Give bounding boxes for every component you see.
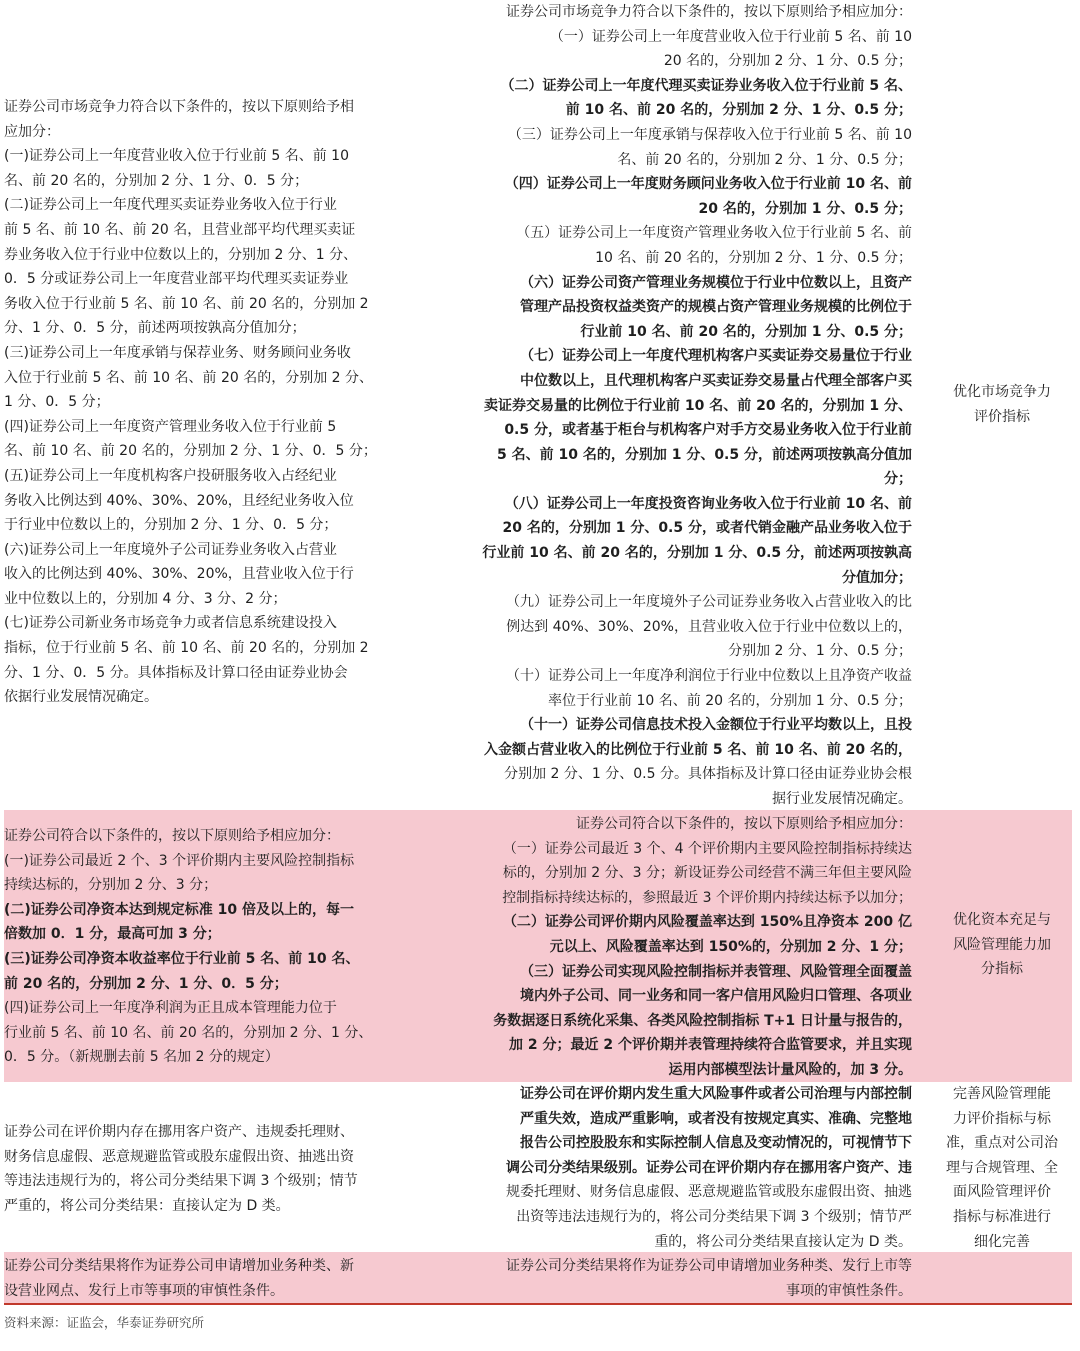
old-rule-text [4,95,412,710]
text-line: 行业前 10 名、前 20 名的，分别加 1 分、0.5 分，前述两项按孰高 [482,545,912,562]
text-line: 行业前 10 名、前 20 名的，分别加 1 分、0.5 分； [580,323,912,340]
text-line: (二)证券公司净资本达到规定标准 10 倍及以上的，每一 [4,901,355,918]
table-row-downgrade [4,1082,1072,1252]
text-line: 等违法违规行为的，将公司分类结果下调 3 个级别；情节 [4,1173,358,1190]
text-line: 入位于行业前 5 名、前 10 名、前 20 名的，分别加 2 分、 [4,369,374,386]
text-line: (三)证券公司净资本收益率位于行业前 5 名、前 10 名、 [4,950,360,967]
text-line: （十）证券公司上一年度净利润位于行业中位数以上且净资产收益 [506,668,912,685]
text-line: 务数据逐日系统化采集、各类风险控制指标 T+1 日计量与报告的， [493,1012,912,1029]
text-line: 理与合规管理、全 [946,1159,1058,1176]
text-line: (二)证券公司上一年度代理买卖证券业务收入位于行业 [4,197,337,214]
text-line: 准，重点对公司治 [946,1135,1058,1152]
new-rule-text [440,1254,912,1303]
text-line: 分、1 分、0．5 分。具体指标及计算口径由证券业协会 [4,664,348,681]
table-bottom-rule [4,1303,1072,1305]
text-line: 报告公司控股股东和实际控制人信息及变动情况的，可视情节下 [520,1135,912,1152]
text-line: 指标，位于行业前 5 名、前 10 名、前 20 名的，分别加 2 [4,640,369,657]
text-line: (一)证券公司上一年度营业收入位于行业前 5 名、前 10 [4,148,349,165]
text-line: 证券公司分类结果将作为证券公司申请增加业务种类、新 [4,1258,354,1274]
text-line: 0.5 分，或者基于柜台与机构客户对手方交易业务收入位于行业前 [504,422,912,439]
text-line: 名、前 20 名的，分别加 2 分、1 分、0．5 分； [4,172,309,189]
text-line: 0．5 分。（新规删去前 5 名加 2 分的规定） [4,1049,279,1066]
text-line: 务收入比例达到 40%、30%、20%，且经纪业务收入位 [4,492,354,509]
text-line: 0．5 分或证券公司上一年度营业部平均代理买卖证券业 [4,271,349,288]
text-line: 评价指标 [974,408,1030,425]
text-line: 20 名的，分别加 2 分、1 分、0.5 分； [663,53,912,70]
text-line: 严重的，将公司分类结果：直接认定为 D 类。 [4,1197,290,1214]
change-note [934,908,1070,982]
text-line: 收入的比例达到 40%、30%、20%，且营业收入位于行 [4,566,354,583]
text-line: 财务信息虚假、恶意规避监管或股东虚假出资、抽逃出资 [4,1148,354,1165]
new-rule-text [440,812,912,1083]
text-line: 分； [884,471,912,488]
text-line: 标的，分别加 2 分、3 分；新设证券公司经营不满三年但主要风险 [502,865,912,882]
text-line: 分别加 2 分、1 分、0.5 分。具体指标及计算口径由证券业协会根 [504,766,912,783]
text-line: 倍数加 0．1 分，最高可加 3 分； [4,926,221,943]
text-line: 入金额占营业收入的比例位于行业前 5 名、前 10 名、前 20 名的， [484,741,912,758]
text-line: 事项的审慎性条件。 [786,1282,912,1299]
text-line: 依据行业发展情况确定。 [4,689,158,706]
text-line: 证券公司市场竞争力符合以下条件的，按以下原则给予相 [4,99,354,115]
text-line: 完善风险管理能 [953,1086,1051,1102]
old-rule-text [4,1120,412,1218]
text-line: （三）证券公司实现风险控制指标并表管理、风险管理全面覆盖 [520,963,912,980]
text-line: （三）证券公司上一年度承销与保荐收入位于行业前 5 名、前 10 [507,126,912,143]
text-line: 名、前 10 名、前 20 名的，分别加 2 分、1 分、0．5 分； [4,443,377,460]
text-line: (六)证券公司上一年度境外子公司证券业务收入占营业 [4,541,337,558]
text-line: 境内外子公司、同一业务和同一客户信用风险归口管理、各项业 [520,988,912,1005]
text-line: 优化资本充足与 [953,912,1051,928]
text-line: 指标与标准进行 [953,1208,1051,1225]
text-line: 力评价指标与标 [953,1110,1051,1127]
text-line: 分值加分； [842,569,912,586]
text-line: 券业务收入位于行业中位数以上的，分别加 2 分、1 分、 [4,246,358,263]
text-line: (五)证券公司上一年度机构客户投研服务收入占经纪业 [4,467,337,484]
text-line: （九）证券公司上一年度境外子公司证券业务收入占营业收入的比 [506,594,912,611]
text-line: （五）证券公司上一年度资产管理业务收入位于行业前 5 名、前 [516,225,912,242]
text-line: (四)证券公司上一年度资产管理业务收入位于行业前 5 [4,418,337,435]
text-line: 管理产品投资权益类资产的规模占资产管理业务规模的比例位于 [520,299,912,316]
text-line: 控制指标持续达标的，参照最近 3 个评价期内持续达标予以加分； [502,889,912,906]
text-line: （二）证券公司上一年度代理买卖证券业务收入位于行业前 5 名、 [500,77,912,94]
text-line: 20 名的，分别加 1 分、0.5 分； [698,200,912,217]
text-line: 出资等违法违规行为的，将公司分类结果下调 3 个级别；情节严 [516,1208,912,1225]
text-line: 风险管理能力加 [953,936,1051,953]
old-rule-text [4,1254,412,1303]
text-line: 务收入位于行业前 5 名、前 10 名、前 20 名的，分别加 2 [4,295,369,312]
text-line: 分别加 2 分、1 分、0.5 分； [728,643,912,660]
text-line: 10 名、前 20 名的，分别加 2 分、1 分、0.5 分； [595,249,912,266]
text-line: 运用内部模型法计量风险的，加 3 分。 [668,1061,912,1078]
text-line: 调公司分类结果级别。证券公司在评价期内存在挪用客户资产、违 [506,1159,912,1176]
text-line: 证券公司符合以下条件的，按以下原则给予相应加分： [4,828,340,844]
text-line: 应加分： [4,123,60,140]
new-rule-text [440,1082,912,1254]
text-line: 严重失效，造成严重影响，或者没有按规定真实、准确、完整地 [520,1110,912,1127]
text-line: 于行业中位数以上的，分别加 2 分、1 分、0．5 分； [4,517,338,534]
text-line: 前 5 名、前 10 名、前 20 名，且营业部平均代理买卖证 [4,221,356,238]
text-line: （七）证券公司上一年度代理机构客户买卖证券交易量位于行业 [520,348,912,365]
text-line: 前 10 名、前 20 名的，分别加 2 分、1 分、0.5 分； [565,102,912,119]
text-line: 5 名、前 10 名的，分别加 1 分、0.5 分，前述两项按孰高分值加 [496,446,912,463]
new-rule-text [440,0,912,812]
old-rule-text [4,824,412,1070]
text-line: （六）证券公司资产管理业务规模位于行业中位数以上，且资产 [520,274,912,291]
text-line: 设营业网点、发行上市等事项的审慎性条件。 [4,1282,284,1299]
text-line: 业中位数以上的，分别加 4 分、3 分、2 分； [4,590,287,607]
text-line: 分指标 [981,961,1023,978]
text-line: （四）证券公司上一年度财务顾问业务收入位于行业前 10 名、前 [504,176,912,193]
text-line: 证券公司分类结果将作为证券公司申请增加业务种类、发行上市等 [506,1258,912,1274]
table-row-market-competitiveness [4,0,1072,810]
text-line: 前 20 名的，分别加 2 分、1 分、0．5 分； [4,975,288,992]
text-line: (七)证券公司新业务市场竞争力或者信息系统建设投入 [4,615,337,632]
text-line: 名、前 20 名的，分别加 2 分、1 分、0.5 分； [617,151,912,168]
text-line: 行业前 5 名、前 10 名、前 20 名的，分别加 2 分、1 分、 [4,1024,373,1041]
text-line: 20 名的，分别加 1 分、0.5 分，或者代销金融产品业务收入位于 [502,520,912,537]
text-line: 元以上、风险覆盖率达到 150%的，分别加 2 分、1 分； [549,938,912,955]
change-note [934,380,1070,429]
table-row-prudential-condition [4,1252,1072,1304]
source-note: 资料来源：证监会，华泰证券研究所 [4,1315,205,1330]
text-line: （二）证券公司评价期内风险覆盖率达到 150%且净资本 200 亿 [502,914,912,931]
text-line: (四)证券公司上一年度净利润为正且成本管理能力位于 [4,1000,337,1017]
text-line: 例达到 40%、30%、20%，且营业收入位于行业中位数以上的， [506,618,912,635]
text-line: 分、1 分、0．5 分，前述两项按孰高分值加分； [4,320,306,337]
text-line: 细化完善 [974,1233,1030,1250]
text-line: 据行业发展情况确定。 [772,791,912,807]
text-line: 中位数以上，且代理机构客户买卖证券交易量占代理全部客户买 [520,372,912,389]
text-line: (一)证券公司最近 2 个、3 个评价期内主要风险控制指标 [4,852,355,869]
text-line: 率位于行业前 10 名、前 20 名的，分别加 1 分、0.5 分； [548,692,912,709]
text-line: 重的，将公司分类结果直接认定为 D 类。 [654,1233,912,1250]
text-line: 证券公司在评价期内发生重大风险事件或者公司治理与内部控制 [520,1086,912,1102]
text-line: 证券公司在评价期内存在挪用客户资产、违规委托理财、 [4,1124,354,1140]
change-note [934,1082,1070,1254]
text-line: （一）证券公司最近 3 个、4 个评价期内主要风险控制指标持续达 [502,840,912,857]
text-line: 加 2 分；最近 2 个评价期并表管理持续符合监管要求，并且实现 [509,1037,912,1054]
table-row-risk-management [4,810,1072,1082]
text-line: 证券公司符合以下条件的，按以下原则给予相应加分： [576,816,912,832]
text-line: （八）证券公司上一年度投资咨询业务收入位于行业前 10 名、前 [504,495,912,512]
text-line: 持续达标的，分别加 2 分、3 分； [4,877,218,894]
text-line: 卖证券交易量的比例位于行业前 10 名、前 20 名的，分别加 1 分、 [484,397,912,414]
text-line: （一）证券公司上一年度营业收入位于行业前 5 名、前 10 [549,28,912,45]
text-line: 面风险管理评价 [953,1184,1051,1201]
text-line: 规委托理财、财务信息虚假、恶意规避监管或股东虚假出资、抽逃 [506,1184,912,1201]
text-line: 证券公司市场竞争力符合以下条件的，按以下原则给予相应加分： [506,4,912,20]
text-line: 优化市场竞争力 [953,384,1051,400]
text-line: （十一）证券公司信息技术投入金额位于行业平均数以上，且投 [520,717,912,734]
text-line: 1 分、0．5 分； [4,394,110,411]
text-line: (三)证券公司上一年度承销与保荐业务、财务顾问业务收 [4,344,351,361]
